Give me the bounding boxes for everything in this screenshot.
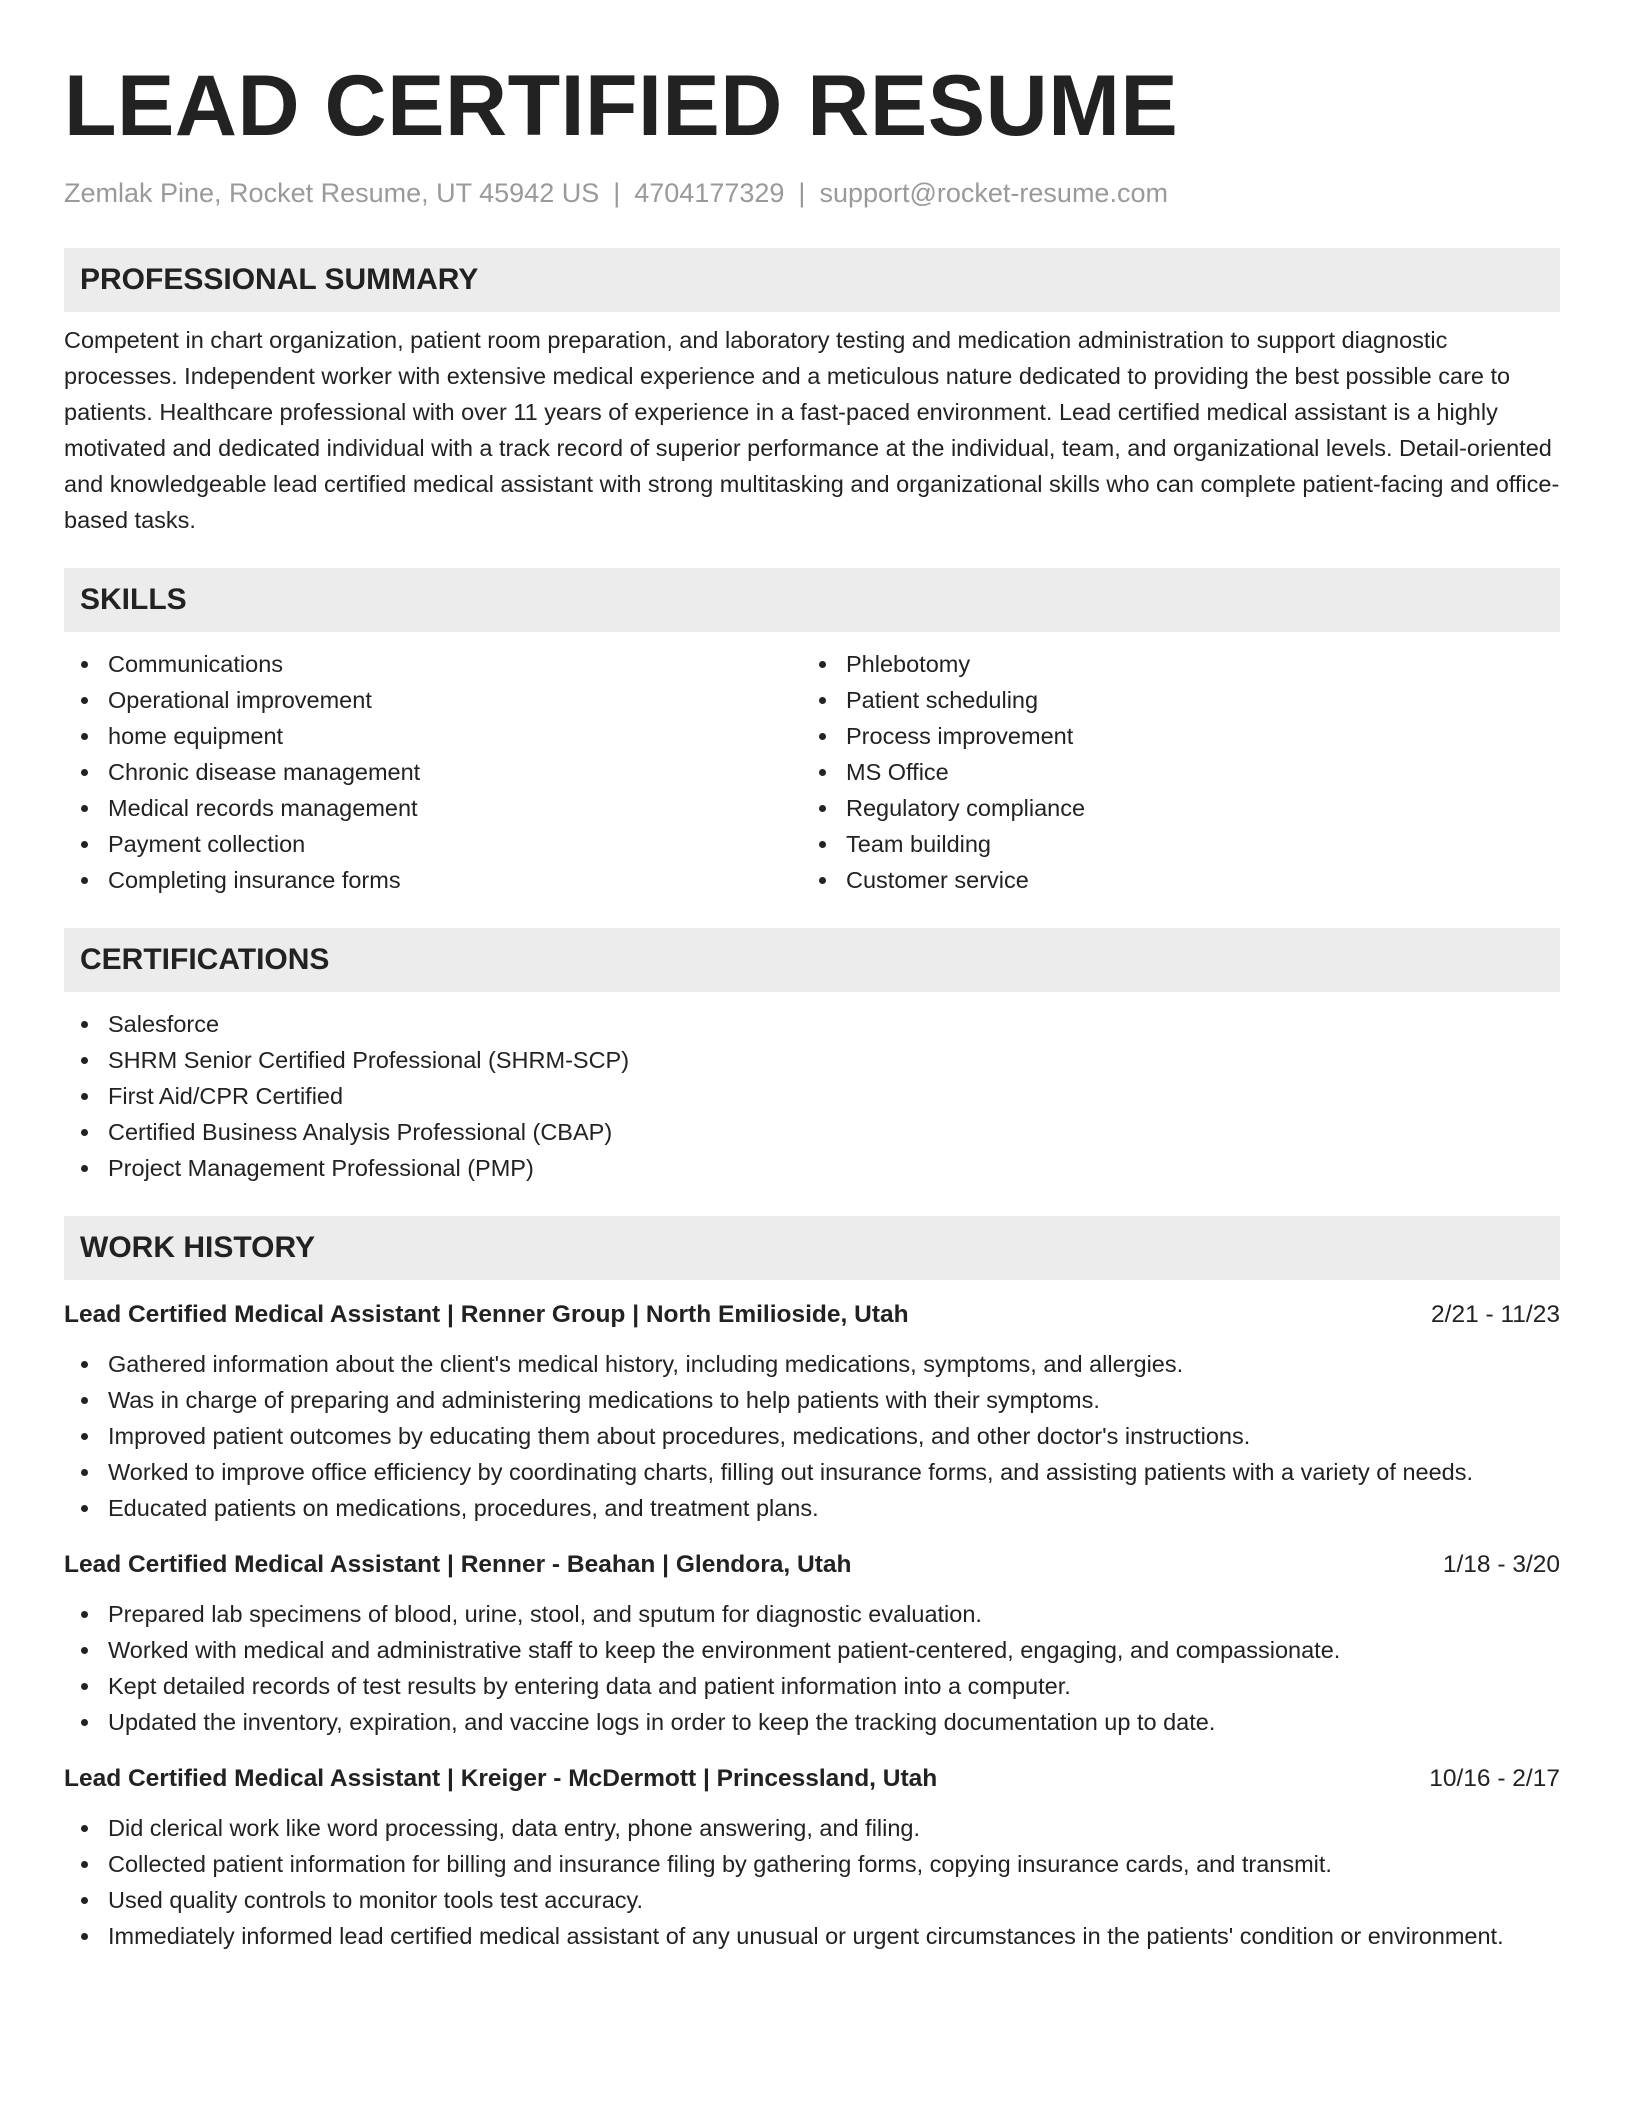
job-dates: 10/16 - 2/17 bbox=[1429, 1765, 1560, 1792]
job-header bbox=[64, 1548, 1560, 1582]
job-bullet: Worked with medical and administrative staff to keep the environment patient-centered, engaging, and compassionate. bbox=[64, 1632, 1560, 1668]
job-entry bbox=[64, 1298, 1560, 1526]
job-bullet: Immediately informed lead certified medical assistant of any unusual or urgent circumstances in the patients' condition or environment. bbox=[64, 1918, 1560, 1954]
certification-item: SHRM Senior Certified Professional (SHRM-SCP) bbox=[64, 1042, 1560, 1078]
skill-item: Patient scheduling bbox=[802, 682, 1540, 718]
contact-address: Zemlak Pine, Rocket Resume, UT 45942 US bbox=[64, 178, 600, 208]
skills-right-list bbox=[802, 646, 1540, 898]
job-bullet: Updated the inventory, expiration, and vaccine logs in order to keep the tracking documentation up to date. bbox=[64, 1704, 1560, 1740]
job-entry bbox=[64, 1548, 1560, 1740]
contact-separator: | bbox=[798, 178, 806, 208]
skill-item: Process improvement bbox=[802, 718, 1540, 754]
job-bullet: Used quality controls to monitor tools test accuracy. bbox=[64, 1882, 1560, 1918]
job-bullet: Improved patient outcomes by educating them about procedures, medications, and other doctor's instructions. bbox=[64, 1418, 1560, 1454]
job-bullet: Collected patient information for billing and insurance filing by gathering forms, copying insurance cards, and transmit. bbox=[64, 1846, 1560, 1882]
skill-item: Phlebotomy bbox=[802, 646, 1540, 682]
skill-item: Team building bbox=[802, 826, 1540, 862]
contact-line bbox=[64, 176, 1560, 210]
contact-separator: | bbox=[613, 178, 621, 208]
certification-item: Certified Business Analysis Professional (CBAP) bbox=[64, 1114, 1560, 1150]
skill-item: Communications bbox=[64, 646, 802, 682]
job-bullets bbox=[64, 1810, 1560, 1954]
job-bullet: Gathered information about the client's medical history, including medications, symptoms, and allergies. bbox=[64, 1346, 1560, 1382]
resume-title: LEAD CERTIFIED RESUME bbox=[64, 58, 1179, 154]
section-header-work-history: WORK HISTORY bbox=[64, 1216, 1560, 1280]
job-title: Lead Certified Medical Assistant | Renner Group | North Emilioside, Utah bbox=[64, 1301, 909, 1328]
skills-column-left bbox=[64, 646, 802, 898]
job-bullet: Kept detailed records of test results by entering data and patient information into a computer. bbox=[64, 1668, 1560, 1704]
contact-email: support@rocket-resume.com bbox=[819, 178, 1168, 208]
certifications-list bbox=[64, 1006, 1560, 1186]
job-header bbox=[64, 1762, 1560, 1796]
skill-item: MS Office bbox=[802, 754, 1540, 790]
job-bullet: Did clerical work like word processing, data entry, phone answering, and filing. bbox=[64, 1810, 1560, 1846]
certification-item: Salesforce bbox=[64, 1006, 1560, 1042]
skill-item: Operational improvement bbox=[64, 682, 802, 718]
resume-page bbox=[64, 0, 1560, 1954]
section-header-skills: SKILLS bbox=[64, 568, 1560, 632]
job-title: Lead Certified Medical Assistant | Kreiger - McDermott | Princessland, Utah bbox=[64, 1765, 938, 1792]
skills-column-right bbox=[802, 646, 1540, 898]
job-dates: 1/18 - 3/20 bbox=[1442, 1551, 1560, 1578]
certification-item: First Aid/CPR Certified bbox=[64, 1078, 1560, 1114]
job-dates: 2/21 - 11/23 bbox=[1431, 1301, 1560, 1328]
section-header-certifications: CERTIFICATIONS bbox=[64, 928, 1560, 992]
summary-text: Competent in chart organization, patient room preparation, and laboratory testing and medication administration to support diagnostic processes. Independent worker with extensive medical experience and a meticulous nature dedicated to providing the best possible care to patients. Healthcare professional with over 11 years of experience in a fast-paced environment. Lead certified medical assistant is a highly motivated and dedicated individual with a track record of superior performance at the individual, team, and organizational levels. Detail-oriented and knowledgeable lead certified medical assistant with strong multitasking and organizational skills who can complete patient-facing and office-based tasks. bbox=[64, 327, 1560, 533]
job-bullets bbox=[64, 1596, 1560, 1740]
contact-phone: 4704177329 bbox=[634, 178, 785, 208]
skill-item: Regulatory compliance bbox=[802, 790, 1540, 826]
job-bullet: Prepared lab specimens of blood, urine, stool, and sputum for diagnostic evaluation. bbox=[64, 1596, 1560, 1632]
skills-list bbox=[64, 646, 1560, 898]
job-bullets bbox=[64, 1346, 1560, 1526]
certification-item: Project Management Professional (PMP) bbox=[64, 1150, 1560, 1186]
job-header bbox=[64, 1298, 1560, 1332]
job-bullet: Was in charge of preparing and administering medications to help patients with their symptoms. bbox=[64, 1382, 1560, 1418]
job-entry bbox=[64, 1762, 1560, 1954]
work-history-list bbox=[64, 1298, 1560, 1954]
section-header-summary: PROFESSIONAL SUMMARY bbox=[64, 248, 1560, 312]
skills-left-list bbox=[64, 646, 802, 898]
skill-item: Completing insurance forms bbox=[64, 862, 802, 898]
skill-item: Payment collection bbox=[64, 826, 802, 862]
skill-item: home equipment bbox=[64, 718, 802, 754]
job-bullet: Worked to improve office efficiency by coordinating charts, filling out insurance forms, and assisting patients with a variety of needs. bbox=[64, 1454, 1560, 1490]
skill-item: Chronic disease management bbox=[64, 754, 802, 790]
skill-item: Medical records management bbox=[64, 790, 802, 826]
job-title: Lead Certified Medical Assistant | Renner - Beahan | Glendora, Utah bbox=[64, 1551, 852, 1578]
job-bullet: Educated patients on medications, procedures, and treatment plans. bbox=[64, 1490, 1560, 1526]
skill-item: Customer service bbox=[802, 862, 1540, 898]
